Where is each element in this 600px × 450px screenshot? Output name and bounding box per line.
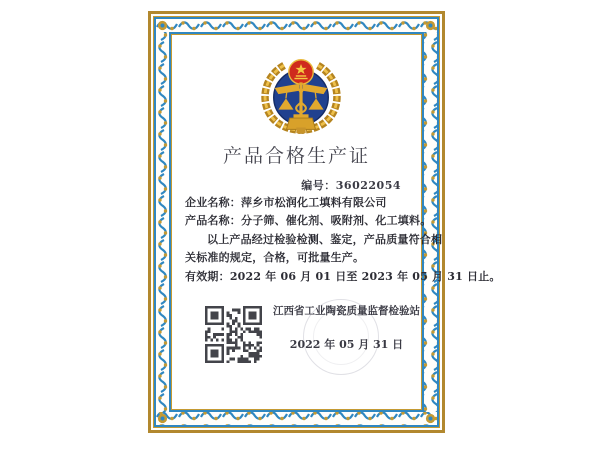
field-value: 分子筛、催化剂、吸附剂、化工填料。 <box>241 214 432 228</box>
quality-supervision-emblem-icon <box>255 56 347 135</box>
issuer-name: 江西省工业陶瓷质量监督检验站 <box>273 305 420 317</box>
field-label: 产品名称： <box>185 214 241 228</box>
field-label: 企业名称： <box>185 196 241 209</box>
field-value: 萍乡市松润化工填料有限公司 <box>241 196 387 209</box>
field-row-product <box>185 212 432 230</box>
serial-label: 编号： <box>301 179 336 192</box>
certificate-fields <box>185 194 501 286</box>
qr-code <box>205 306 262 363</box>
validity-label: 有效期： <box>185 269 230 283</box>
certificate-body <box>172 35 501 409</box>
validity-value: 2022 年 06 月 01 日至 2023 年 05 月 31 日止。 <box>229 269 501 283</box>
certificate-title: 产品合格生产证 <box>222 145 370 167</box>
validity-row <box>185 268 501 286</box>
statement-line: 以上产品经过检验检测、鉴定，产品质量符合相 <box>207 232 443 246</box>
serial-value: 36022054 <box>335 179 401 192</box>
field-row-company <box>185 194 415 212</box>
statement-line: 关标准的规定，合格，可批量生产。 <box>185 251 365 265</box>
certificate <box>148 11 501 433</box>
serial-number <box>301 177 401 193</box>
issue-date: 2022 年 05 月 31 日 <box>289 338 404 351</box>
